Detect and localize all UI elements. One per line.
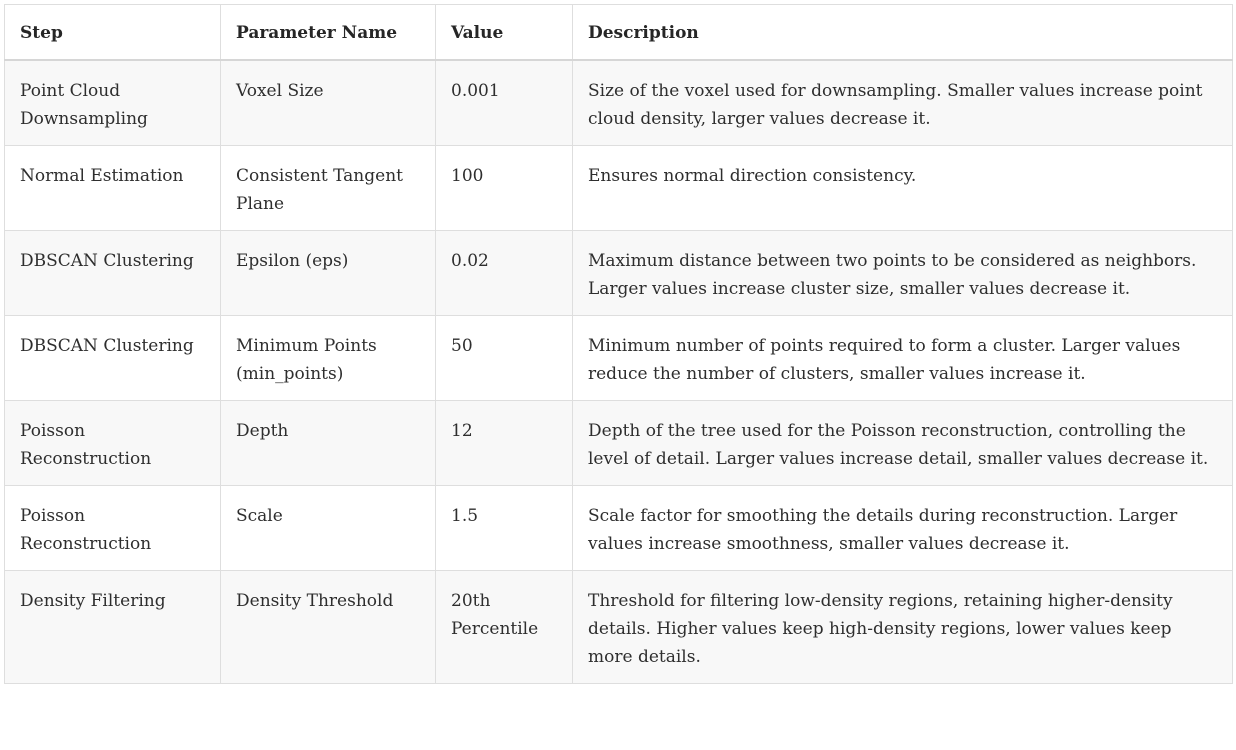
header-step: Step — [5, 5, 221, 61]
cell-step: Point Cloud Downsampling — [5, 60, 221, 146]
cell-step: Normal Estimation — [5, 146, 221, 231]
header-row — [5, 5, 1233, 61]
parameter-table — [4, 4, 1233, 684]
cell-description: Threshold for filtering low-density regions, retaining higher-density details. Higher values keep high-density regions, lower values keep more details. — [573, 571, 1233, 684]
cell-parameter-name: Epsilon (eps) — [221, 231, 436, 316]
table-header — [5, 5, 1233, 61]
cell-parameter-name: Scale — [221, 486, 436, 571]
cell-description: Ensures normal direction consistency. — [573, 146, 1233, 231]
header-value: Value — [436, 5, 573, 61]
cell-description: Minimum number of points required to form a cluster. Larger values reduce the number of clusters, smaller values increase it. — [573, 316, 1233, 401]
table-row — [5, 401, 1233, 486]
cell-step: DBSCAN Clustering — [5, 316, 221, 401]
header-parameter-name: Parameter Name — [221, 5, 436, 61]
cell-parameter-name: Density Threshold — [221, 571, 436, 684]
cell-parameter-name: Consistent Tangent Plane — [221, 146, 436, 231]
cell-parameter-name: Depth — [221, 401, 436, 486]
cell-value: 50 — [436, 316, 573, 401]
cell-description: Size of the voxel used for downsampling. Smaller values increase point cloud density, larger values decrease it. — [573, 60, 1233, 146]
table-body — [5, 60, 1233, 684]
cell-step: Density Filtering — [5, 571, 221, 684]
cell-description: Maximum distance between two points to be considered as neighbors. Larger values increase cluster size, smaller values decrease it. — [573, 231, 1233, 316]
cell-description: Scale factor for smoothing the details during reconstruction. Larger values increase smoothness, smaller values decrease it. — [573, 486, 1233, 571]
table-row — [5, 231, 1233, 316]
cell-value: 1.5 — [436, 486, 573, 571]
cell-value: 100 — [436, 146, 573, 231]
header-description: Description — [573, 5, 1233, 61]
cell-parameter-name: Voxel Size — [221, 60, 436, 146]
cell-description: Depth of the tree used for the Poisson reconstruction, controlling the level of detail. Larger values increase detail, smaller values decrease it. — [573, 401, 1233, 486]
table-row — [5, 146, 1233, 231]
table-row — [5, 60, 1233, 146]
cell-value: 0.02 — [436, 231, 573, 316]
cell-step: Poisson Reconstruction — [5, 486, 221, 571]
cell-value: 0.001 — [436, 60, 573, 146]
table-row — [5, 571, 1233, 684]
parameter-table-container — [4, 4, 1232, 684]
cell-parameter-name: Minimum Points (min_points) — [221, 316, 436, 401]
cell-step: Poisson Reconstruction — [5, 401, 221, 486]
cell-value: 20th Percentile — [436, 571, 573, 684]
table-row — [5, 486, 1233, 571]
cell-step: DBSCAN Clustering — [5, 231, 221, 316]
table-row — [5, 316, 1233, 401]
cell-value: 12 — [436, 401, 573, 486]
